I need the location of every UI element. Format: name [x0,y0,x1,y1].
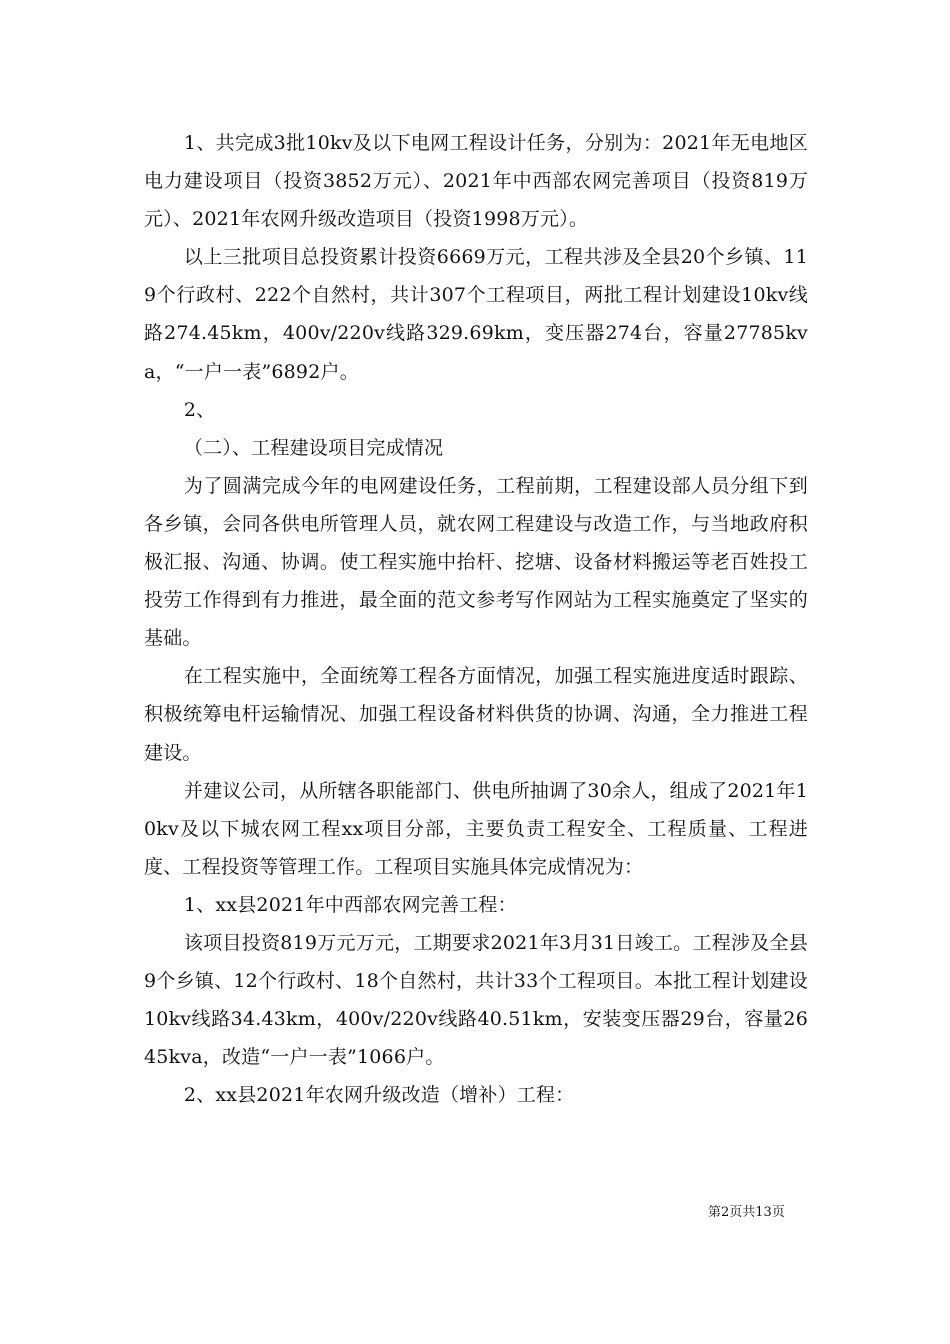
paragraph-midwest-project-details: 该项目投资819万元万元，工期要求2021年3月31日竣工。工程涉及全县9个乡镇、12个行政村、18个自然村，共计33个工程项目。本批工程计划建设10kv线路34.43km，400v/220v线路40.51km，安装变压器29台，容量2645kva，改造“一户一表”1066户。 [144,931,808,1069]
paragraph-project-department: 并建议公司，从所辖各职能部门、供电所抽调了30余人，组成了2021年10kv及以下城农网工程xx项目分部，主要负责工程安全、工程质量、工程进度、工程投资等管理工作。工程项目实施具体完成情况为： [144,779,808,878]
section-heading-construction: （二）、工程建设项目完成情况 [183,436,444,459]
paragraph-design-tasks: 1、共完成3批10kv及以下电网工程设计任务，分别为：2021年无电地区电力建设项目（投资3852万元）、2021年中西部农网完善项目（投资819万元）、2021年农网升级改造项目（投资1998万元）。 [144,132,808,231]
page-number: 第2页共13页 [708,1205,785,1220]
paragraph-implementation: 在工程实施中，全面统筹工程各方面情况，加强工程实施进度适时跟踪、积极统筹电杆运输情况、加强工程设备材料供货的协调、沟通，全力推进工程建设。 [144,665,808,764]
paragraph-investment-summary: 以上三批项目总投资累计投资6669万元，工程共涉及全县20个乡镇、119个行政村、222个自然村，共计307个工程项目，两批工程计划建设10kv线路274.45km，400v/220v线路329.69km，变压器274台，容量27785kva，“一户一表”6892户。 [144,246,808,383]
paragraph-item-2: 2、 [183,398,216,421]
document-body [144,124,808,1114]
item-heading-upgrade-project: 2、xx县2021年农网升级改造（增补）工程： [183,1084,575,1107]
paragraph-preparation: 为了圆满完成今年的电网建设任务，工程前期，工程建设部人员分组下到各乡镇，会同各供电所管理人员，就农网工程建设与改造工作，与当地政府积极汇报、沟通、协调。使工程实施中抬杆、挖塘、设备材料搬运等老百姓投工投劳工作得到有力推进，最全面的范文参考写作网站为工程实施奠定了坚实的基础。 [144,474,808,650]
item-heading-midwest-project: 1、xx县2021年中西部农网完善工程： [183,893,517,916]
